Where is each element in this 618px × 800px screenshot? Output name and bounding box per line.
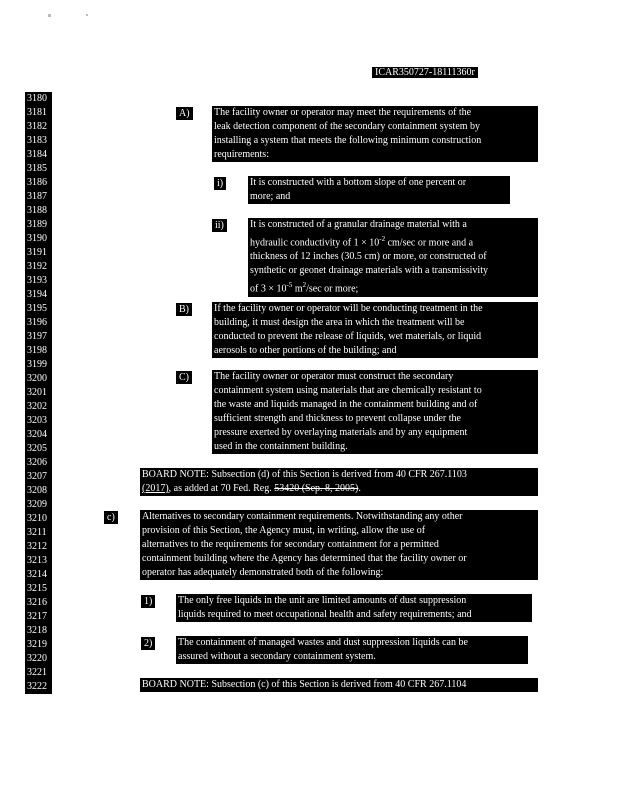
text-line: hydraulic conductivity of $1 \times 10^{-2}$ cm/sec or more and a <box>250 235 474 249</box>
line-number: 3202 <box>27 401 47 412</box>
paragraph-c <box>140 510 538 580</box>
line-number: 3199 <box>27 359 47 370</box>
line-number: 3205 <box>27 443 47 454</box>
line-number: 3218 <box>27 625 47 636</box>
text-line: The facility owner or operator may meet the requirements of the <box>214 107 472 118</box>
paragraph-c-upper <box>212 370 538 454</box>
docket-header: ICAR350727-18111360r <box>372 67 478 78</box>
line-number: 3187 <box>27 191 47 202</box>
line-number: 3183 <box>27 135 47 146</box>
line-number: 3203 <box>27 415 47 426</box>
board-note-d <box>140 468 538 496</box>
text-line: the waste and liquids managed in the containment building and of <box>214 399 478 410</box>
text-line: The facility owner or operator must construct the secondary <box>214 371 454 382</box>
paragraph-b <box>212 302 538 358</box>
line-number: 3206 <box>27 457 47 468</box>
text-line: alternatives to the requirements for secondary containment for a permitted <box>142 539 439 550</box>
paragraph-i <box>248 176 510 204</box>
line-number: 3181 <box>27 107 47 118</box>
line-number: 3221 <box>27 667 47 678</box>
line-number: 3182 <box>27 121 47 132</box>
text-line: more; and <box>250 191 291 202</box>
item-label-i: i) <box>214 177 226 190</box>
line-number: 3204 <box>27 429 47 440</box>
scan-artifact <box>86 14 88 16</box>
text-line: sufficient strength and thickness to prevent collapse under the <box>214 413 461 424</box>
line-number: 3188 <box>27 205 47 216</box>
paragraph-1 <box>176 594 532 622</box>
line-number: 3193 <box>27 275 47 286</box>
line-number: 3214 <box>27 569 47 580</box>
text-line: aerosols to other portions of the building; and <box>214 345 397 356</box>
item-label-b: B) <box>176 303 192 316</box>
text-line: containment building where the Agency has determined that the facility owner or <box>142 553 467 564</box>
item-label-c-upper: C) <box>176 371 192 384</box>
line-number: 3210 <box>27 513 47 524</box>
line-number: 3189 <box>27 219 47 230</box>
line-number: 3198 <box>27 345 47 356</box>
line-number: 3195 <box>27 303 47 314</box>
text-line: It is constructed with a bottom slope of one percent or <box>250 177 467 188</box>
text-line: It is constructed of a granular drainage material with a <box>250 219 467 230</box>
line-number: 3180 <box>27 93 47 104</box>
text-line: operator has adequately demonstrated both of the following: <box>142 567 384 578</box>
text-line: The only free liquids in the unit are limited amounts of dust suppression <box>178 595 467 606</box>
line-number: 3196 <box>27 317 47 328</box>
line-number: 3194 <box>27 289 47 300</box>
line-number: 3211 <box>27 527 47 538</box>
line-number: 3192 <box>27 261 47 272</box>
text-line: liquids required to meet occupational health and safety requirements; and <box>178 609 472 620</box>
text-line: assured without a secondary containment system. <box>178 651 376 662</box>
text-line: thickness of 12 inches (30.5 cm) or more, or constructed of <box>250 251 487 263</box>
line-number: 3222 <box>27 681 47 692</box>
paragraph-2 <box>176 636 528 664</box>
text-line: If the facility owner or operator will be conducting treatment in the <box>214 303 483 314</box>
text-line: conducted to prevent the release of liquids, wet materials, or liquid <box>214 331 482 342</box>
line-number: 3215 <box>27 583 47 594</box>
text-line: BOARD NOTE: Subsection (c) of this Section is derived from 40 CFR 267.1104 <box>142 679 467 690</box>
line-number: 3185 <box>27 163 47 174</box>
text-line: pressure exerted by overlaying materials and by any equipment <box>214 427 468 438</box>
text-line: leak detection component of the secondary containment system by <box>214 121 481 132</box>
line-number: 3208 <box>27 485 47 496</box>
line-number: 3212 <box>27 541 47 552</box>
line-number: 3197 <box>27 331 47 342</box>
item-label-ii: ii) <box>212 219 227 232</box>
board-note-c <box>140 678 538 692</box>
text-line: installing a system that meets the following minimum construction <box>214 135 482 146</box>
line-number: 3213 <box>27 555 47 566</box>
item-label-1: 1) <box>141 595 155 608</box>
line-number: 3191 <box>27 247 47 258</box>
text-line: synthetic or geonet drainage materials with a transmissivity <box>250 265 488 277</box>
line-number: 3216 <box>27 597 47 608</box>
text-line: containment system using materials that are chemically resistant to <box>214 385 482 396</box>
line-number: 3219 <box>27 639 47 650</box>
text-line: of $3 \times 10^{-5}$ $m^2/\sec$ or more; <box>250 281 359 295</box>
text-line: provision of this Section, the Agency must, in writing, allow the use of <box>142 525 426 536</box>
item-label-a: A) <box>176 107 193 120</box>
text-line: used in the containment building. <box>214 441 348 452</box>
line-number: 3209 <box>27 499 47 510</box>
line-number: 3184 <box>27 149 47 160</box>
line-number: 3201 <box>27 387 47 398</box>
paragraph-a <box>212 106 538 162</box>
line-number: 3220 <box>27 653 47 664</box>
line-number: 3200 <box>27 373 47 384</box>
text-line: Alternatives to secondary containment requirements. Notwithstanding any other <box>142 511 463 522</box>
line-number-column <box>25 92 52 694</box>
text-line: BOARD NOTE: Subsection (d) of this Section is derived from 40 CFR 267.1103 <box>142 469 467 480</box>
item-label-c: c) <box>104 511 118 524</box>
text-line: requirements: <box>214 149 269 160</box>
line-number: 3207 <box>27 471 47 482</box>
text-line: building, it must design the area in which the treatment will be <box>214 317 465 328</box>
line-number: 3190 <box>27 233 47 244</box>
text-line: The containment of managed wastes and dust suppression liquids can be <box>178 637 468 648</box>
item-label-2: 2) <box>141 637 155 650</box>
line-number: 3186 <box>27 177 47 188</box>
paragraph-ii <box>248 218 538 297</box>
line-number: 3217 <box>27 611 47 622</box>
text-line: (2017), as added at 70 Fed. Reg. 53420 (Sep. 8, 2005). <box>142 483 361 494</box>
scan-artifact <box>48 14 51 17</box>
